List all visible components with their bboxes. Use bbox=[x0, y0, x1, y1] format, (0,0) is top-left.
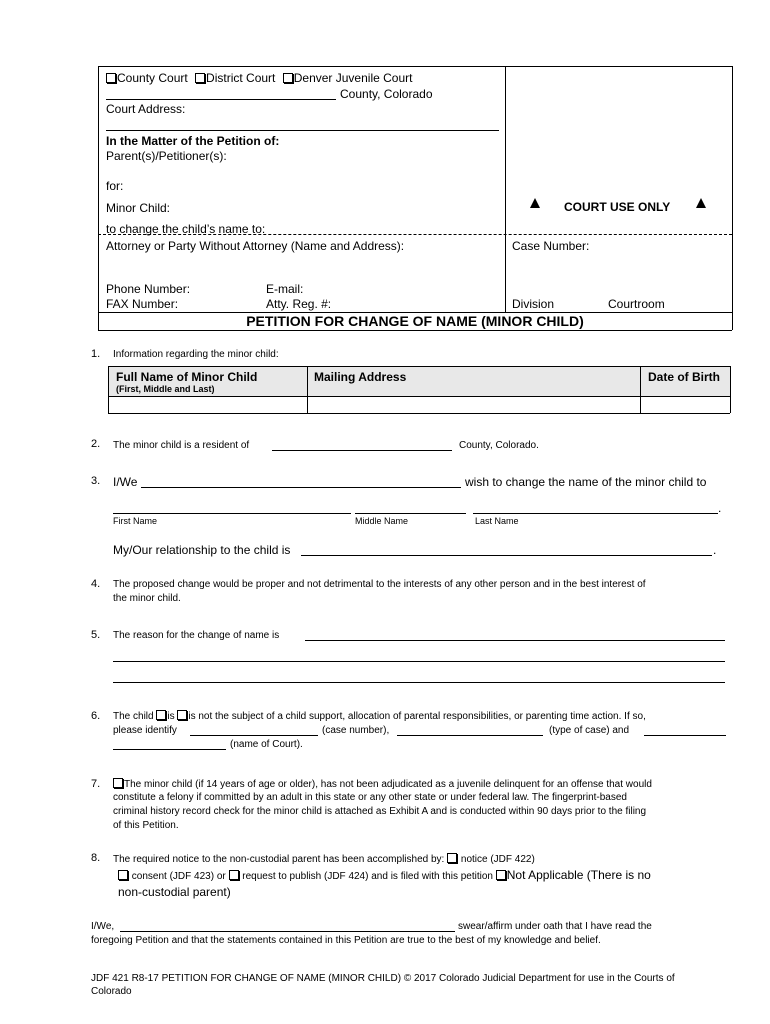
not-applicable-label: Not Applicable (There is no bbox=[506, 868, 651, 882]
item7-line2: constitute a felony if committed by an adult in this state or any other state or under federal law. The fingerprint-based bbox=[113, 792, 627, 803]
last-name-blank[interactable] bbox=[473, 513, 718, 514]
change-name-to-label: to change the child’s name to: bbox=[106, 222, 266, 236]
item6-l3: (name of Court). bbox=[230, 739, 303, 750]
petitioner-name-blank[interactable] bbox=[141, 487, 461, 488]
item3-text-a: I/We bbox=[113, 475, 138, 489]
identify-blank[interactable] bbox=[190, 735, 318, 736]
court-type-row bbox=[106, 71, 412, 85]
county-court-checkbox[interactable] bbox=[106, 73, 116, 83]
item2-text-b: County, Colorado. bbox=[459, 440, 539, 451]
is-not-checkbox[interactable] bbox=[177, 710, 187, 720]
oath-text-a: I/We, bbox=[91, 921, 115, 932]
notice-checkbox[interactable] bbox=[447, 853, 457, 863]
item-number: 8. bbox=[91, 852, 101, 864]
reason-blank[interactable] bbox=[113, 661, 725, 662]
item2-text-a: The minor child is a resident of bbox=[113, 440, 250, 451]
item-number: 4. bbox=[91, 578, 101, 590]
item-number: 3. bbox=[91, 475, 101, 487]
publish-checkbox[interactable] bbox=[229, 870, 239, 880]
county-court-label: County Court bbox=[117, 71, 188, 85]
county-resident-blank[interactable] bbox=[272, 450, 452, 451]
item6-l2a: please identify bbox=[113, 725, 177, 736]
courtroom-label: Courtroom bbox=[608, 297, 665, 311]
type-of-case-blank[interactable] bbox=[644, 735, 726, 736]
triangle-up-icon bbox=[696, 198, 706, 208]
juvenile-checkbox[interactable] bbox=[113, 778, 123, 788]
item4-line1: The proposed change would be proper and not detrimental to the interests of any other person and in the best interest of bbox=[113, 579, 646, 590]
court-address-label: Court Address: bbox=[106, 102, 186, 116]
item6-l2b: (case number), bbox=[322, 725, 390, 736]
reason-blank[interactable] bbox=[305, 640, 725, 641]
form-title: PETITION FOR CHANGE OF NAME (MINOR CHILD) bbox=[246, 313, 584, 329]
denver-juvenile-court-label: Denver Juvenile Court bbox=[293, 71, 413, 85]
item8-line2 bbox=[118, 869, 651, 883]
phone-label: Phone Number: bbox=[106, 282, 191, 296]
court-address-line[interactable] bbox=[106, 130, 499, 131]
county-blank[interactable] bbox=[106, 99, 336, 100]
publish-label: request to publish (JDF 424) and is filed with this petition bbox=[242, 871, 493, 882]
item6-text-a: The child bbox=[113, 711, 154, 722]
item7-line4: of this Petition. bbox=[113, 820, 179, 831]
item-number: 6. bbox=[91, 710, 101, 722]
consent-checkbox[interactable] bbox=[118, 870, 128, 880]
for-label: for: bbox=[106, 179, 124, 193]
table-header-dob: Date of Birth bbox=[648, 370, 720, 384]
first-name-label: First Name bbox=[113, 516, 158, 526]
table-header-name: Full Name of Minor Child bbox=[116, 370, 258, 384]
middle-name-label: Middle Name bbox=[355, 516, 409, 526]
last-name-label: Last Name bbox=[475, 516, 519, 526]
oath-line2: foregoing Petition and that the statements contained in this Petition are true to the best of my knowledge and belief. bbox=[91, 935, 601, 946]
item7-line1: The minor child (if 14 years of age or older), has not been adjudicated as a juvenile delinquent for an offense that would bbox=[113, 778, 652, 791]
item6-l2c: (type of case) and bbox=[549, 725, 630, 736]
table-header-name-sub: (First, Middle and Last) bbox=[116, 384, 215, 394]
item-number: 1. bbox=[91, 348, 101, 360]
table-header-address: Mailing Address bbox=[314, 370, 407, 384]
footer-line1: JDF 421 R8-17 PETITION FOR CHANGE OF NAME (MINOR CHILD) © 2017 Colorado Judicial Department for use in the Courts of bbox=[91, 973, 675, 984]
reason-blank[interactable] bbox=[113, 682, 725, 683]
oath-name-blank[interactable] bbox=[120, 931, 455, 932]
consent-label: consent (JDF 423) or bbox=[131, 871, 226, 882]
district-court-label: District Court bbox=[206, 71, 276, 85]
item-number: 7. bbox=[91, 778, 101, 790]
case-number-label: Case Number: bbox=[512, 239, 590, 253]
notice-label: notice (JDF 422) bbox=[460, 854, 535, 865]
not-applicable-checkbox[interactable] bbox=[496, 870, 506, 880]
matter-heading: In the Matter of the Petition of: bbox=[106, 134, 280, 148]
middle-name-blank[interactable] bbox=[355, 513, 466, 514]
item4-line2: the minor child. bbox=[113, 593, 181, 604]
division-label: Division bbox=[512, 297, 555, 311]
relationship-label: My/Our relationship to the child is bbox=[113, 543, 291, 557]
item6-text-b: is not the subject of a child support, allocation of parental responsibilities, or parenting time action. If so, bbox=[188, 711, 646, 722]
footer-line2: Colorado bbox=[91, 986, 132, 997]
county-colorado-label: County, Colorado bbox=[340, 87, 433, 101]
name-of-court-blank[interactable] bbox=[113, 749, 226, 750]
district-court-checkbox[interactable] bbox=[195, 73, 205, 83]
item7-line3: criminal history record check for the minor child is attached as Exhibit A and is conducted within 90 days prior to the filing bbox=[113, 806, 647, 817]
first-name-blank[interactable] bbox=[113, 513, 351, 514]
item8-line3: non-custodial parent) bbox=[118, 885, 231, 899]
item-number: 2. bbox=[91, 438, 101, 450]
attorney-label: Attorney or Party Without Attorney (Name and Address): bbox=[106, 239, 405, 253]
denver-juvenile-court-checkbox[interactable] bbox=[283, 73, 293, 83]
oath-text-b: swear/affirm under oath that I have read the bbox=[458, 921, 652, 932]
item3-text-b: wish to change the name of the minor child to bbox=[465, 475, 707, 489]
parents-label: Parent(s)/Petitioner(s): bbox=[106, 149, 227, 163]
court-use-only-label: COURT USE ONLY bbox=[564, 200, 671, 214]
fax-label: FAX Number: bbox=[106, 297, 179, 311]
item6-is-label: is bbox=[167, 711, 175, 722]
case-number-blank[interactable] bbox=[397, 735, 543, 736]
email-label: E-mail: bbox=[266, 282, 304, 296]
item1-text: Information regarding the minor child: bbox=[113, 349, 279, 360]
item8-line1: The required notice to the non-custodial parent has been accomplished by: notice (JDF 422) bbox=[113, 854, 535, 865]
minor-child-label: Minor Child: bbox=[106, 201, 171, 215]
atty-reg-label: Atty. Reg. #: bbox=[266, 297, 332, 311]
is-checkbox[interactable] bbox=[156, 710, 166, 720]
item5-text: The reason for the change of name is bbox=[113, 630, 280, 641]
triangle-up-icon bbox=[530, 198, 540, 208]
item-number: 5. bbox=[91, 629, 101, 641]
item6-line1 bbox=[113, 710, 646, 723]
relationship-blank[interactable] bbox=[301, 555, 712, 556]
